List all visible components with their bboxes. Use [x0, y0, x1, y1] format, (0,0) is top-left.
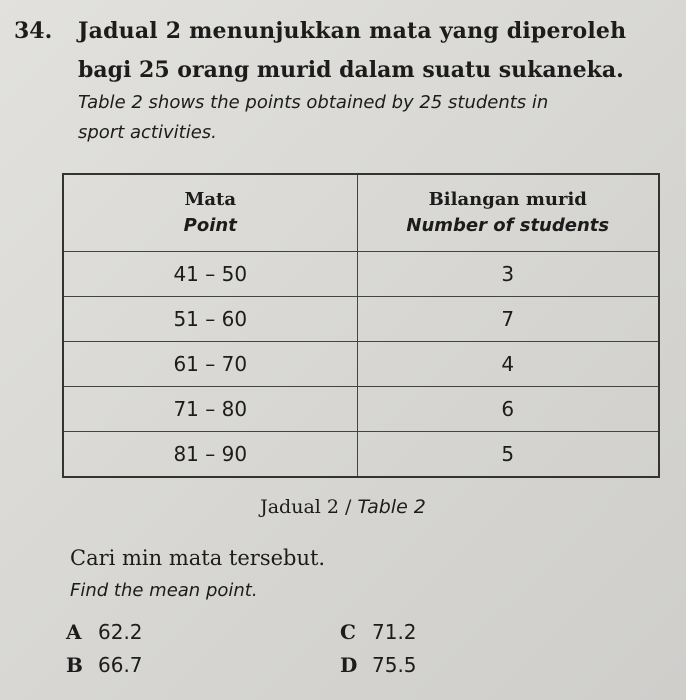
table-row: [63, 342, 659, 387]
prompt-english: Find the mean point.: [70, 580, 258, 601]
point-range-cell: 51 – 60: [63, 297, 357, 342]
table-row: [63, 432, 659, 478]
caption-english: Table 2: [357, 496, 426, 518]
point-range-cell: 61 – 70: [63, 342, 357, 387]
students-count-cell: 3: [357, 252, 659, 297]
question-number: 34.: [14, 18, 53, 44]
points-table: [62, 173, 660, 478]
header-students-malay: Bilangan murid: [428, 189, 587, 210]
option-b[interactable]: [66, 653, 143, 678]
point-range-cell: 71 – 80: [63, 387, 357, 432]
question-english-line-2: sport activities.: [78, 122, 217, 143]
students-count-cell: 6: [357, 387, 659, 432]
header-point-malay: Mata: [184, 189, 237, 210]
caption-separator: /: [338, 496, 358, 518]
table-header-row: [63, 174, 659, 252]
table-row: [63, 387, 659, 432]
option-c[interactable]: [340, 620, 417, 645]
option-d[interactable]: [340, 653, 417, 678]
option-d-value: 75.5: [372, 653, 417, 677]
option-b-value: 66.7: [98, 653, 143, 677]
option-a-value: 62.2: [98, 620, 143, 644]
question-malay-line-1: Jadual 2 menunjukkan mata yang diperoleh: [78, 18, 627, 44]
question-malay-line-2: bagi 25 orang murid dalam suatu sukaneka.: [78, 57, 624, 83]
option-a-letter: A: [66, 620, 82, 644]
students-count-cell: 7: [357, 297, 659, 342]
question-english-line-1: Table 2 shows the points obtained by 25 students in: [78, 92, 549, 113]
header-point-english: Point: [183, 215, 237, 236]
point-range-cell: 41 – 50: [63, 252, 357, 297]
students-count-cell: 4: [357, 342, 659, 387]
option-d-letter: D: [340, 653, 358, 677]
header-students: [357, 174, 659, 252]
table-caption: [0, 496, 686, 518]
option-c-letter: C: [340, 620, 356, 644]
prompt-malay: Cari min mata tersebut.: [70, 546, 326, 570]
option-c-value: 71.2: [372, 620, 417, 644]
header-students-english: Number of students: [406, 215, 610, 236]
caption-malay: Jadual 2: [260, 496, 339, 518]
point-range-cell: 81 – 90: [63, 432, 357, 478]
option-a[interactable]: [66, 620, 143, 645]
students-count-cell: 5: [357, 432, 659, 478]
table-row: [63, 297, 659, 342]
header-point: [63, 174, 357, 252]
option-b-letter: B: [66, 653, 83, 677]
table-row: [63, 252, 659, 297]
